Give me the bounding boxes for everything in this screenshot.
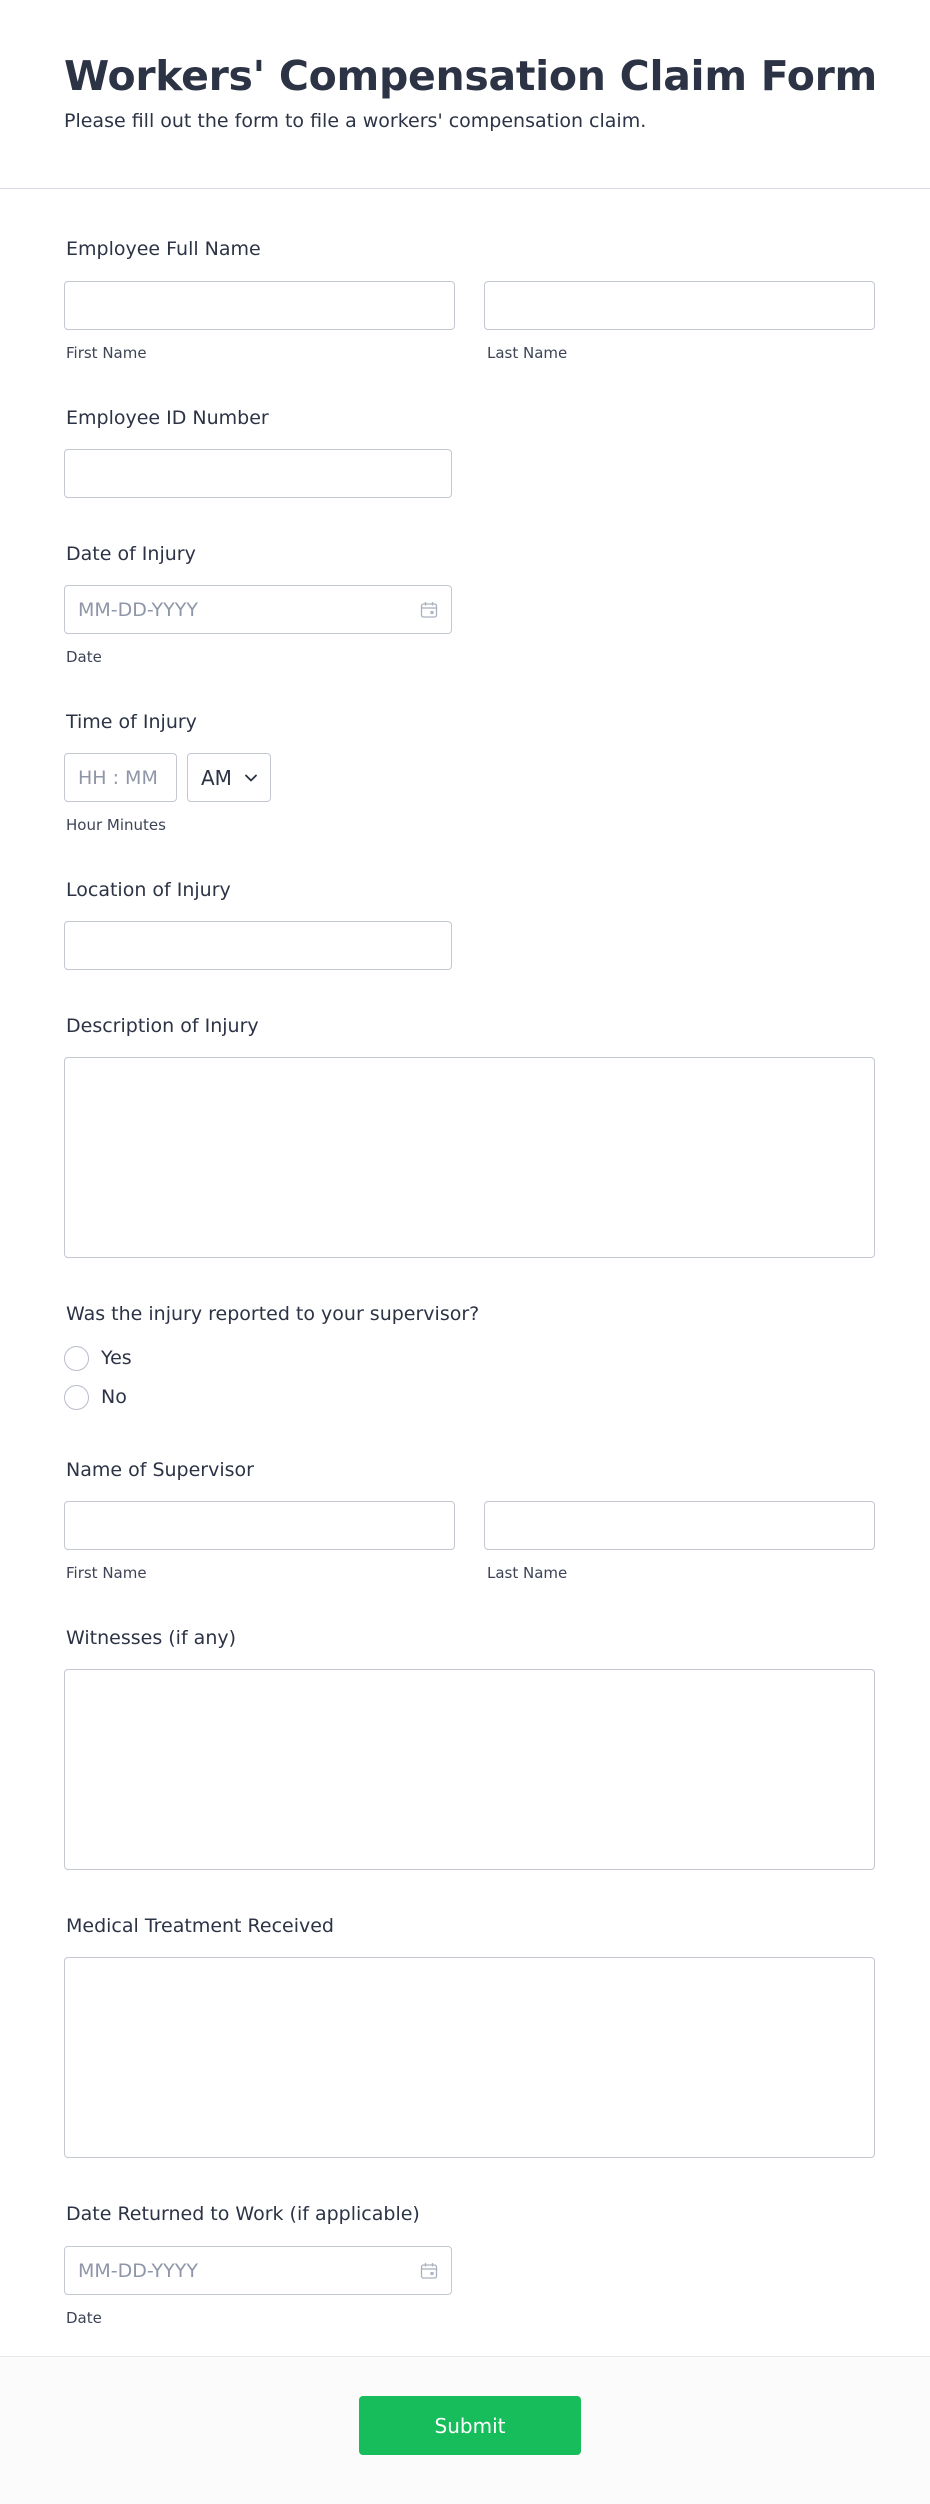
- medical-treatment-label: Medical Treatment Received: [66, 1915, 334, 1937]
- location-of-injury-input[interactable]: [64, 921, 452, 970]
- form-title: Workers' Compensation Claim Form: [64, 52, 877, 100]
- time-of-injury-sublabel: Hour Minutes: [66, 816, 166, 834]
- employee-id-label: Employee ID Number: [66, 407, 269, 429]
- supervisor-first-name-sublabel: First Name: [66, 1564, 147, 1582]
- description-of-injury-label: Description of Injury: [66, 1015, 259, 1037]
- time-of-injury-placeholder: HH : MM: [78, 766, 158, 789]
- witnesses-textarea[interactable]: [64, 1669, 875, 1870]
- date-of-injury-input[interactable]: [64, 585, 452, 634]
- time-of-injury-input[interactable]: [64, 753, 177, 802]
- employee-last-name-sublabel: Last Name: [487, 344, 568, 362]
- date-returned-label: Date Returned to Work (if applicable): [66, 2203, 420, 2225]
- reported-to-supervisor-label: Was the injury reported to your supervisor?: [66, 1303, 480, 1325]
- date-of-injury-placeholder: MM-DD-YYYY: [78, 598, 198, 621]
- medical-treatment-textarea[interactable]: [64, 1957, 875, 2158]
- employee-last-name-input[interactable]: [484, 281, 875, 330]
- time-of-injury-label: Time of Injury: [66, 711, 197, 733]
- witnesses-label: Witnesses (if any): [66, 1627, 237, 1649]
- chevron-down-icon: [244, 773, 258, 783]
- date-of-injury-label: Date of Injury: [66, 543, 196, 565]
- calendar-icon[interactable]: [420, 601, 438, 619]
- employee-first-name-input[interactable]: [64, 281, 455, 330]
- radio-button-yes[interactable]: [64, 1346, 89, 1371]
- employee-name-label: Employee Full Name: [66, 238, 261, 260]
- calendar-icon[interactable]: [420, 2262, 438, 2280]
- date-returned-sublabel: Date: [66, 2309, 102, 2327]
- form-header: [0, 0, 930, 189]
- form-subtitle: Please fill out the form to file a workers' compensation claim.: [64, 110, 647, 132]
- supervisor-first-name-input[interactable]: [64, 1501, 455, 1550]
- ampm-select[interactable]: [187, 753, 271, 802]
- ampm-value: AM: [201, 765, 232, 790]
- supervisor-last-name-input[interactable]: [484, 1501, 875, 1550]
- date-returned-input[interactable]: [64, 2246, 452, 2295]
- location-of-injury-label: Location of Injury: [66, 879, 231, 901]
- supervisor-name-label: Name of Supervisor: [66, 1459, 254, 1481]
- employee-first-name-sublabel: First Name: [66, 344, 147, 362]
- employee-id-input[interactable]: [64, 449, 452, 498]
- description-of-injury-textarea[interactable]: [64, 1057, 875, 1258]
- radio-label-yes: Yes: [101, 1347, 132, 1369]
- supervisor-last-name-sublabel: Last Name: [487, 1564, 568, 1582]
- date-of-injury-sublabel: Date: [66, 648, 102, 666]
- radio-label-no: No: [101, 1386, 127, 1408]
- submit-button[interactable]: Submit: [359, 2396, 581, 2455]
- radio-button-no[interactable]: [64, 1385, 89, 1410]
- date-returned-placeholder: MM-DD-YYYY: [78, 2259, 198, 2282]
